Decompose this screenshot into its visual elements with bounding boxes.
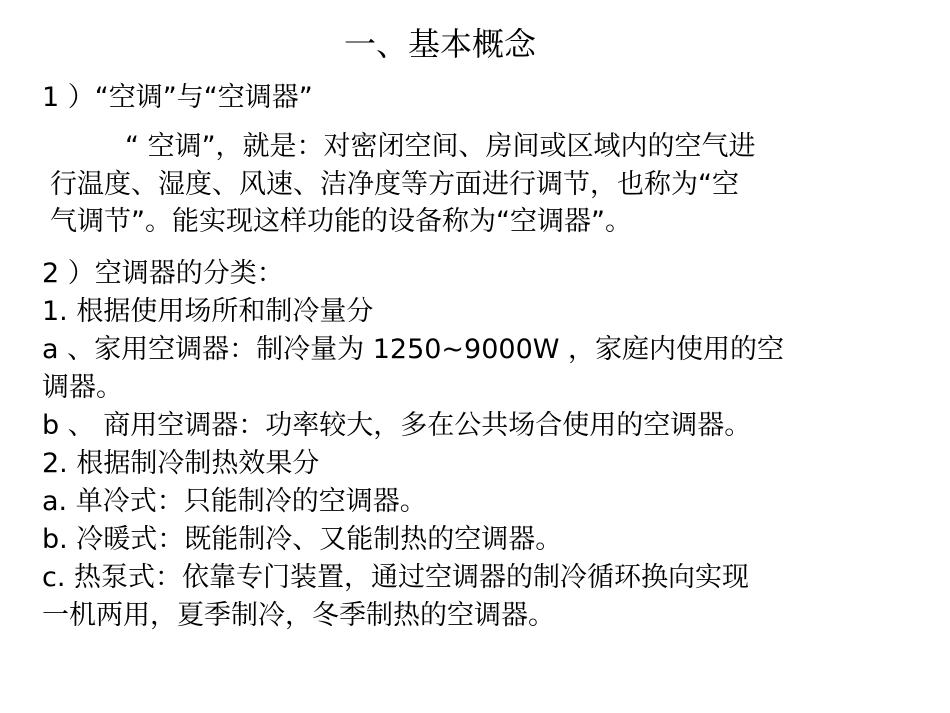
classification-item: 一机两用，夏季制冷，冬季制热的空调器。 xyxy=(42,600,555,631)
classification-item: 2. 根据制冷制热效果分 xyxy=(42,448,320,479)
section2-heading: 2 ）空调器的分类： xyxy=(42,258,284,289)
classification-item: a 、家用空调器：制冷量为 1250~9000W ，家庭内使用的空 xyxy=(42,334,785,365)
classification-item: a. 单冷式：只能制冷的空调器。 xyxy=(42,486,427,517)
section1-heading: 1 ）“空调”与“空调器” xyxy=(42,82,313,113)
classification-item: c. 热泵式：依靠专门装置，通过空调器的制冷循环换向实现 xyxy=(42,562,750,593)
section1-paragraph-line: 气调节”。能实现这样功能的设备称为“空调器”。 xyxy=(50,206,632,237)
classification-item: 调器。 xyxy=(42,372,123,403)
slide-title: 一、基本概念 xyxy=(343,25,536,63)
classification-item: b. 冷暖式：既能制冷、又能制热的空调器。 xyxy=(42,524,563,555)
classification-item: 1. 根据使用场所和制冷量分 xyxy=(42,296,374,327)
section1-paragraph-line: 行温度、湿度、风速、洁净度等方面进行调节，也称为“空 xyxy=(50,169,739,200)
classification-item: b 、 商用空调器：功率较大，多在公共场合使用的空调器。 xyxy=(42,410,752,441)
section1-paragraph-line: “ 空调”，就是：对密闭空间、房间或区域内的空气进 xyxy=(125,131,756,162)
